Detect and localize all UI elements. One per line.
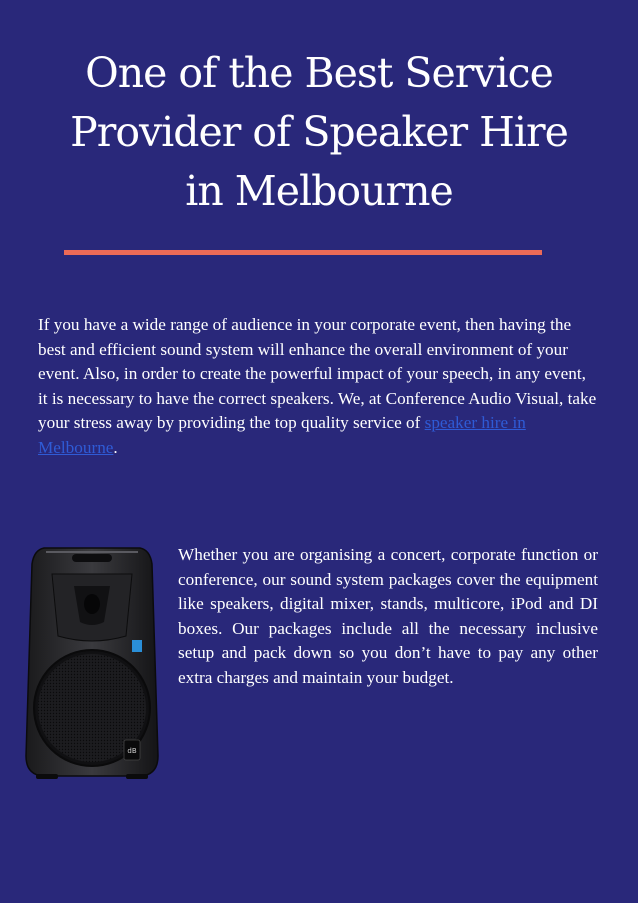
- intro-text-end: .: [113, 437, 118, 457]
- speaker-image: [22, 544, 162, 780]
- page-title: [0, 44, 638, 221]
- title-line-1: One of the Best Service: [85, 49, 553, 97]
- speaker-hire-link[interactable]: speaker hire in Melbourne: [38, 413, 526, 457]
- packages-paragraph: Whether you are organising a concert, corporate function or conference, our sound system packages cover the equipment like speakers, digital mixer, stands, multicore, iPod and DI boxes. Our packages include all the necessary inclusive setup and pack down so you don’t have to pay any other extra charges and maintain your budget.: [178, 545, 598, 687]
- title-line-2: Provider of Speaker Hire: [70, 108, 568, 156]
- intro-paragraph: [38, 313, 598, 461]
- title-underline-divider: [64, 250, 542, 255]
- title-line-3: in Melbourne: [185, 167, 453, 215]
- intro-text: If you have a wide range of audience in your corporate event, then having the best and efficient sound system will enhance the overall environment of your event. Also, in order to create the powerful impact of your speech, in any event, it is necessary to have the correct speakers. We, at Conference Audio Visual, take your stress away by providing the top quality service of: [38, 315, 597, 433]
- speaker-brand-logo: dB: [127, 747, 137, 755]
